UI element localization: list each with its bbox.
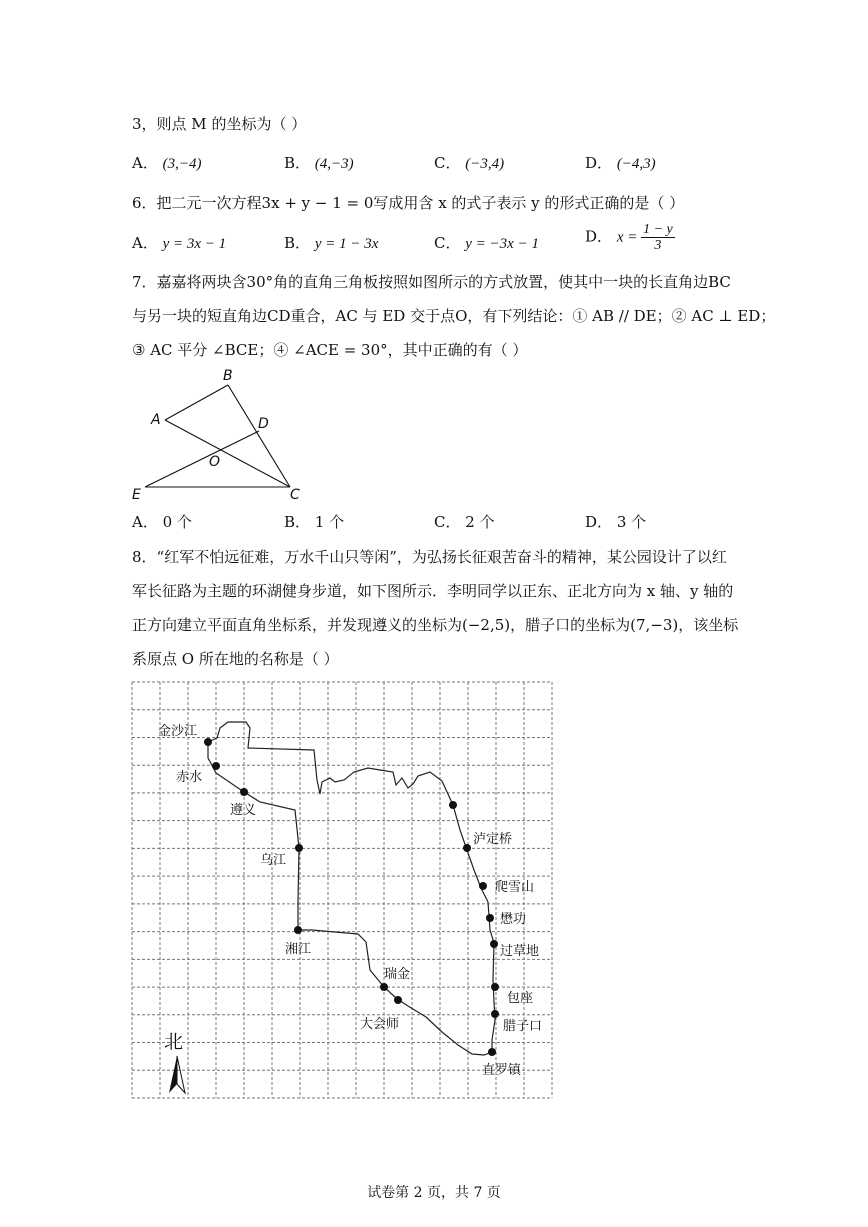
label-wujiang: 乌江 — [260, 853, 287, 868]
north-label: 北 — [164, 1031, 184, 1053]
triangle-figure — [125, 365, 325, 505]
label-ludingqiao: 泸定桥 — [473, 832, 513, 847]
label-b: B — [223, 368, 233, 384]
node-jinshajiang — [204, 738, 212, 746]
q7-option-a — [132, 511, 192, 532]
option-letter: A． — [132, 154, 158, 172]
option-text: y = 1 − 3x — [314, 236, 379, 252]
label-e: E — [132, 487, 141, 503]
option-text: x = — [616, 229, 642, 246]
long-march-map — [130, 680, 554, 1100]
q6-option-d — [585, 222, 675, 253]
q8-line-4: 系原点 O 所在地的名称是（ ） — [132, 650, 339, 668]
node-dahuishi — [394, 996, 402, 1004]
page-footer: 试卷第 2 页，共 7 页 — [367, 1185, 501, 1201]
node-wuqizhen — [488, 1048, 496, 1056]
label-baozuo: 包座 — [507, 991, 534, 1006]
q3-option-d — [585, 152, 656, 173]
option-letter: D． — [585, 227, 613, 246]
label-o: O — [209, 454, 221, 470]
fraction-denominator: 3 — [654, 238, 662, 253]
label-ruijin: 瑞金 — [384, 967, 411, 982]
label-paxueshan: 爬雪山 — [495, 880, 535, 895]
node-wujiang — [295, 844, 303, 852]
node-chishui — [212, 762, 220, 770]
option-letter: D． — [585, 513, 613, 531]
dashed-grid — [132, 682, 552, 1098]
node-zunyi — [240, 788, 248, 796]
option-letter: D． — [585, 154, 613, 172]
label-d: D — [258, 416, 269, 432]
label-laziko: 腊子口 — [503, 1019, 543, 1034]
node-ruijin — [380, 983, 388, 991]
label-xiangjiang: 湘江 — [285, 942, 312, 957]
q8-line-3: 正方向建立平面直角坐标系，并发现遵义的坐标为(−2,5)，腊子口的坐标为(7,−3)，该坐标 — [132, 616, 739, 634]
north-arrow-icon — [164, 1031, 185, 1093]
q3-option-c — [434, 152, 504, 173]
q8-line-1: 8．“红军不怕远征难，万水千山只等闲”，为弘扬长征艰苦奋斗的精神，某公园设计了以红 — [132, 548, 727, 566]
label-c: C — [290, 487, 300, 503]
q6-option-a — [132, 232, 226, 253]
option-letter: B． — [284, 234, 311, 252]
q3-stem: 3，则点 M 的坐标为（ ） — [132, 115, 307, 133]
node-paxueshan — [479, 882, 487, 890]
label-wuqizhen: 直罗镇 — [482, 1063, 522, 1078]
q7-option-c — [434, 511, 495, 532]
q7-option-b — [284, 511, 344, 532]
option-letter: B． — [284, 154, 311, 172]
option-letter: B． — [284, 513, 311, 531]
label-dahuishi: 大会师 — [360, 1017, 400, 1032]
label-a: A — [151, 412, 161, 428]
option-text: 1 个 — [314, 513, 345, 531]
option-text: (−4,3) — [616, 156, 656, 172]
option-text: 2 个 — [465, 513, 495, 531]
node-guocaodi — [490, 940, 498, 948]
option-text: y = −3x − 1 — [465, 236, 539, 252]
node-maogong — [486, 914, 494, 922]
fraction-numerator: 1 − y — [643, 222, 673, 237]
label-maogong: 懋功 — [500, 912, 527, 927]
node-dadu — [449, 801, 457, 809]
node-xiangjiang — [294, 926, 302, 934]
q6-option-c — [434, 232, 539, 253]
option-text: 3 个 — [616, 513, 647, 531]
q7-line-3: ③ AC 平分 ∠BCE；④ ∠ACE = 30°，其中正确的有（ ） — [132, 341, 528, 359]
route-path — [208, 722, 495, 1055]
option-letter: C． — [434, 513, 461, 531]
option-letter: A． — [132, 513, 158, 531]
q3-option-b — [284, 152, 354, 173]
option-text: y = 3x − 1 — [162, 236, 227, 252]
node-baozuo — [491, 983, 499, 991]
q7-option-d — [585, 511, 646, 532]
node-laziko — [491, 1010, 499, 1018]
option-text: (4,−3) — [314, 156, 354, 172]
q6-option-b — [284, 232, 378, 253]
segment-ab — [165, 385, 228, 420]
q7-line-2: 与另一块的短直角边CD重合，AC 与 ED 交于点O，有下列结论：① AB // DE；② AC ⊥ ED； — [132, 307, 776, 325]
segment-ac — [165, 420, 290, 487]
option-letter: C． — [434, 154, 461, 172]
option-letter: C． — [434, 234, 461, 252]
option-letter: A． — [132, 234, 158, 252]
q7-line-1: 7．嘉嘉将两块含30°角的直角三角板按照如图所示的方式放置，使其中一块的长直角边BC — [132, 273, 731, 291]
q6-stem: 6．把二元一次方程3x + y − 1 = 0写成用含 x 的式子表示 y 的形式正确的是（ ） — [132, 194, 685, 212]
label-guocaodi: 过草地 — [500, 944, 540, 959]
label-chishui: 赤水 — [176, 770, 203, 785]
fraction — [641, 222, 675, 253]
label-zunyi: 遵义 — [230, 803, 257, 818]
option-text: (3,−4) — [162, 156, 202, 172]
label-jinshajiang: 金沙江 — [158, 724, 198, 739]
q8-line-2: 军长征路为主题的环湖健身步道，如下图所示．李明同学以正东、正北方向为 x 轴、y 轴的 — [132, 582, 734, 600]
q3-option-a — [132, 152, 202, 173]
node-ludingqiao — [463, 844, 471, 852]
option-text: (−3,4) — [465, 156, 505, 172]
segment-bc — [228, 385, 290, 487]
option-text: 0 个 — [162, 513, 192, 531]
